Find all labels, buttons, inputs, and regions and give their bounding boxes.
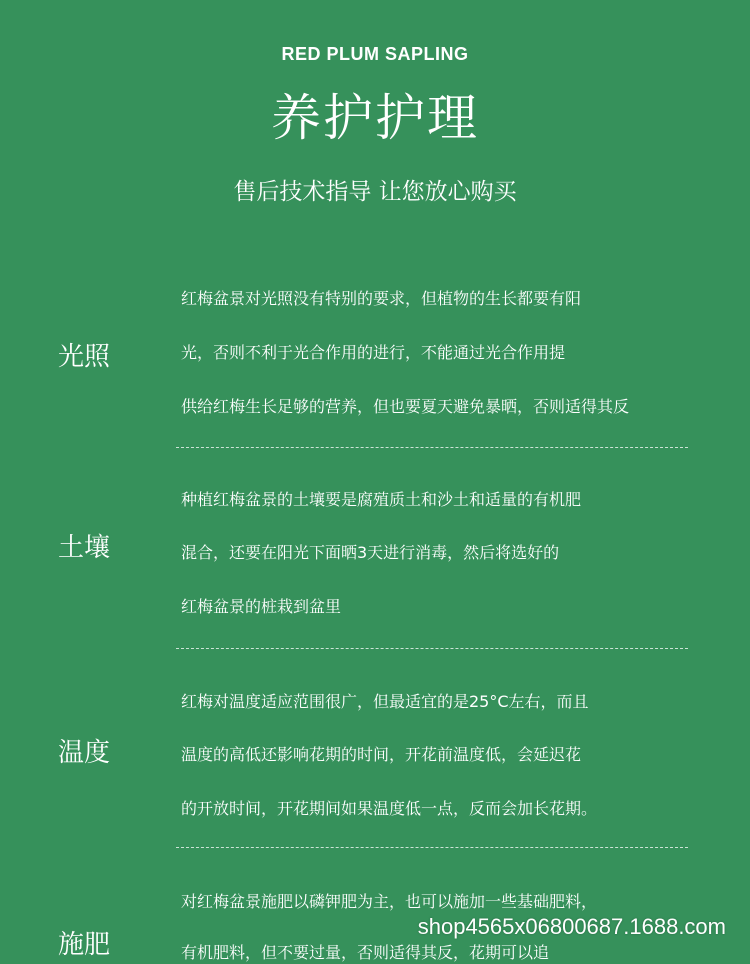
page-subtitle: 售后技术指导 让您放心购买	[233, 179, 517, 205]
section-line: 对红梅盆景施肥以磷钾肥为主，也可以施加一些基础肥料，	[181, 892, 598, 911]
section-label: 施肥	[58, 930, 111, 960]
section-label: 温度	[58, 738, 111, 768]
section-line: 供给红梅生长足够的营养，但也要夏天避免暴晒，否则适得其反	[181, 397, 630, 416]
section-line: 混合，还要在阳光下面晒3天进行消毒，然后将选好的	[181, 543, 560, 562]
section-divider	[176, 648, 688, 649]
section-line: 有机肥料，但不要过量，否则适得其反，花期可以追	[181, 943, 550, 962]
section-label: 光照	[58, 342, 111, 372]
section-line: 的开放时间，开花期间如果温度低一点，反而会加长花期。	[181, 799, 598, 818]
section-divider	[176, 447, 688, 448]
shop-watermark: shop4565x06800687.1688.com	[417, 914, 726, 939]
section-label: 土壤	[58, 533, 111, 563]
eyebrow-text: RED PLUM SAPLING	[281, 44, 469, 64]
section-line: 红梅盆景的桩栽到盆里	[181, 597, 342, 616]
section-line: 种植红梅盆景的土壤要是腐殖质土和沙土和适量的有机肥	[181, 490, 582, 509]
section-line: 红梅对温度适应范围很广，但最适宜的是25°C左右，而且	[181, 692, 589, 711]
section-line: 光，否则不利于光合作用的进行，不能通过光合作用提	[181, 343, 566, 362]
section-line: 红梅盆景对光照没有特别的要求，但植物的生长都要有阳	[181, 289, 582, 308]
section-divider	[176, 847, 688, 848]
section-line: 温度的高低还影响花期的时间，开花前温度低，会延迟花	[181, 745, 582, 764]
page-title: 养护护理	[271, 89, 479, 147]
